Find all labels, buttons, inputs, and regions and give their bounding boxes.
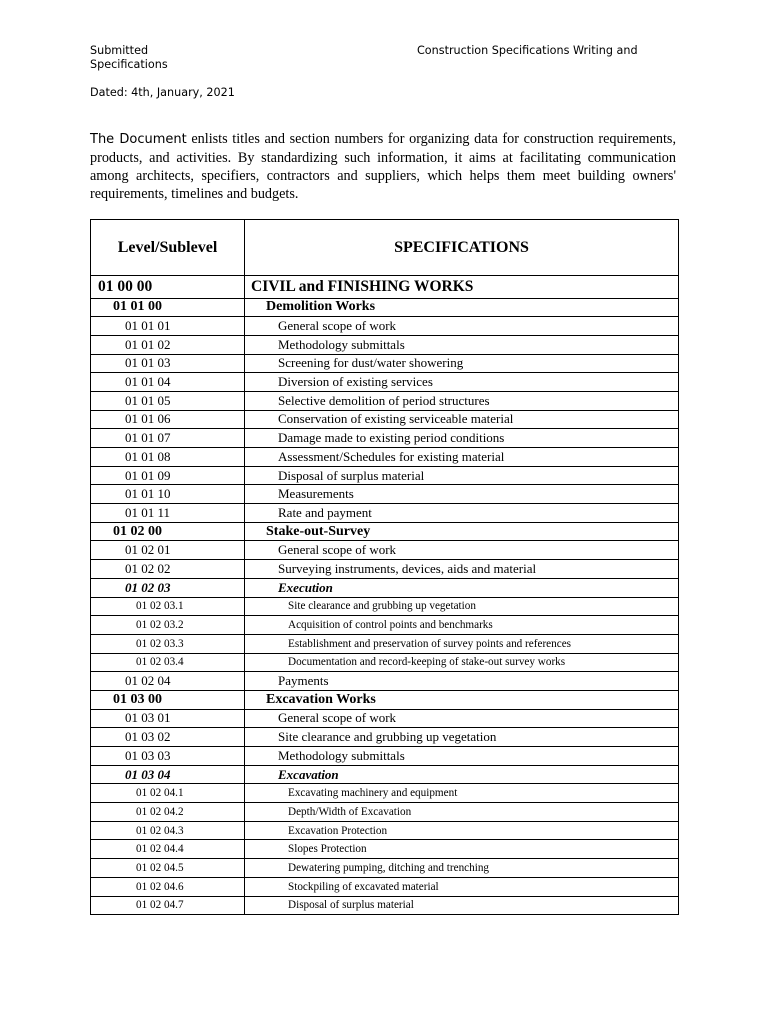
table-header-row: [91, 220, 679, 276]
section-title: Surveying instruments, devices, aids and material: [245, 560, 679, 579]
table-row: [91, 728, 679, 747]
table-row: [91, 560, 679, 579]
table-row: [91, 466, 679, 485]
section-code: 01 02 04.6: [91, 877, 245, 896]
section-title: Payments: [245, 672, 679, 691]
table-row: [91, 317, 679, 336]
section-title: General scope of work: [245, 317, 679, 336]
section-title: Demolition Works: [245, 298, 679, 317]
table-row: [91, 541, 679, 560]
section-title: Selective demolition of period structures: [245, 391, 679, 410]
section-title: Methodology submittals: [245, 335, 679, 354]
header-left: [90, 44, 168, 72]
section-code: 01 02 04.7: [91, 896, 245, 915]
section-code: 01 03 03: [91, 747, 245, 766]
section-code: 01 03 01: [91, 709, 245, 728]
section-code: 01 01 07: [91, 429, 245, 448]
table-row: [91, 410, 679, 429]
section-code: 01 02 03.1: [91, 597, 245, 616]
table-body: [91, 276, 679, 915]
section-title: General scope of work: [245, 709, 679, 728]
table-row: [91, 840, 679, 859]
table-row: [91, 784, 679, 803]
section-code: 01 01 00: [91, 298, 245, 317]
section-code: 01 02 03.2: [91, 616, 245, 635]
specifications-table: [90, 219, 679, 915]
section-title: Disposal of surplus material: [245, 466, 679, 485]
table-row: [91, 597, 679, 616]
section-code: 01 02 04.2: [91, 803, 245, 822]
table-row: [91, 709, 679, 728]
section-code: 01 03 02: [91, 728, 245, 747]
table-row: [91, 803, 679, 822]
table-row: [91, 859, 679, 878]
section-title: Stockpiling of excavated material: [245, 877, 679, 896]
column-header-level: Level/Sublevel: [91, 220, 245, 276]
section-title: Slopes Protection: [245, 840, 679, 859]
section-title: Site clearance and grubbing up vegetation: [245, 597, 679, 616]
table-row: [91, 747, 679, 766]
table-row: [91, 298, 679, 317]
table-row: [91, 504, 679, 523]
section-title: Excavation Protection: [245, 821, 679, 840]
section-code: 01 01 06: [91, 410, 245, 429]
table-row: [91, 653, 679, 672]
table-row: [91, 690, 679, 709]
table-row: [91, 448, 679, 467]
table-row: [91, 578, 679, 597]
section-title: Damage made to existing period conditions: [245, 429, 679, 448]
section-title: Excavation: [245, 765, 679, 784]
section-title: Screening for dust/water showering: [245, 354, 679, 373]
section-title: Documentation and record-keeping of stake-out survey works: [245, 653, 679, 672]
section-code: 01 01 05: [91, 391, 245, 410]
section-title: Stake-out-Survey: [245, 522, 679, 541]
table-row: [91, 821, 679, 840]
table-row: [91, 522, 679, 541]
section-code: 01 02 01: [91, 541, 245, 560]
section-code: 01 02 04.3: [91, 821, 245, 840]
document-date: Dated: 4th, January, 2021: [90, 86, 235, 99]
table-row: [91, 672, 679, 691]
section-code: 01 01 10: [91, 485, 245, 504]
section-code: 01 00 00: [91, 276, 245, 299]
intro-lead: The Document: [90, 132, 187, 147]
section-title: Rate and payment: [245, 504, 679, 523]
table-row: [91, 429, 679, 448]
column-header-specifications: SPECIFICATIONS: [245, 220, 679, 276]
section-code: 01 02 04.5: [91, 859, 245, 878]
intro-body: enlists titles and section numbers for organizing data for construction requirements, products, and activities. By standardizing such information, it aims at facilitating communication among architects, specifiers, contractors and suppliers, which helps them meet building owners' requirements, timelines and budgets.: [90, 131, 676, 202]
table-row: [91, 634, 679, 653]
section-code: 01 01 03: [91, 354, 245, 373]
section-title: Excavation Works: [245, 690, 679, 709]
section-title: Execution: [245, 578, 679, 597]
section-code: 01 01 01: [91, 317, 245, 336]
table-row: [91, 896, 679, 915]
section-code: 01 01 09: [91, 466, 245, 485]
table-row: [91, 616, 679, 635]
section-title: General scope of work: [245, 541, 679, 560]
table-row: [91, 335, 679, 354]
section-title: Disposal of surplus material: [245, 896, 679, 915]
section-title: Dewatering pumping, ditching and trenching: [245, 859, 679, 878]
table-row: [91, 485, 679, 504]
section-code: 01 03 00: [91, 690, 245, 709]
table-row: [91, 391, 679, 410]
intro-paragraph: [90, 130, 676, 203]
section-code: 01 02 04.1: [91, 784, 245, 803]
section-title: Site clearance and grubbing up vegetation: [245, 728, 679, 747]
section-title: Diversion of existing services: [245, 373, 679, 392]
section-title: Methodology submittals: [245, 747, 679, 766]
section-title: CIVIL and FINISHING WORKS: [245, 276, 679, 299]
section-code: 01 02 04: [91, 672, 245, 691]
section-code: 01 01 04: [91, 373, 245, 392]
section-code: 01 01 02: [91, 335, 245, 354]
header-right: Construction Specifications Writing and: [417, 44, 638, 57]
section-code: 01 02 02: [91, 560, 245, 579]
section-code: 01 03 04: [91, 765, 245, 784]
table-row: [91, 276, 679, 299]
section-code: 01 01 08: [91, 448, 245, 467]
section-code: 01 02 03.3: [91, 634, 245, 653]
section-title: Assessment/Schedules for existing material: [245, 448, 679, 467]
section-title: Measurements: [245, 485, 679, 504]
table-row: [91, 373, 679, 392]
section-title: Conservation of existing serviceable material: [245, 410, 679, 429]
table-row: [91, 354, 679, 373]
section-title: Excavating machinery and equipment: [245, 784, 679, 803]
section-title: Acquisition of control points and benchmarks: [245, 616, 679, 635]
section-code: 01 02 00: [91, 522, 245, 541]
table-row: [91, 765, 679, 784]
table-row: [91, 877, 679, 896]
section-title: Establishment and preservation of survey points and references: [245, 634, 679, 653]
section-title: Depth/Width of Excavation: [245, 803, 679, 822]
section-code: 01 02 03.4: [91, 653, 245, 672]
section-code: 01 02 03: [91, 578, 245, 597]
header-left-text: Submitted Specifications: [90, 44, 168, 71]
section-code: 01 01 11: [91, 504, 245, 523]
section-code: 01 02 04.4: [91, 840, 245, 859]
